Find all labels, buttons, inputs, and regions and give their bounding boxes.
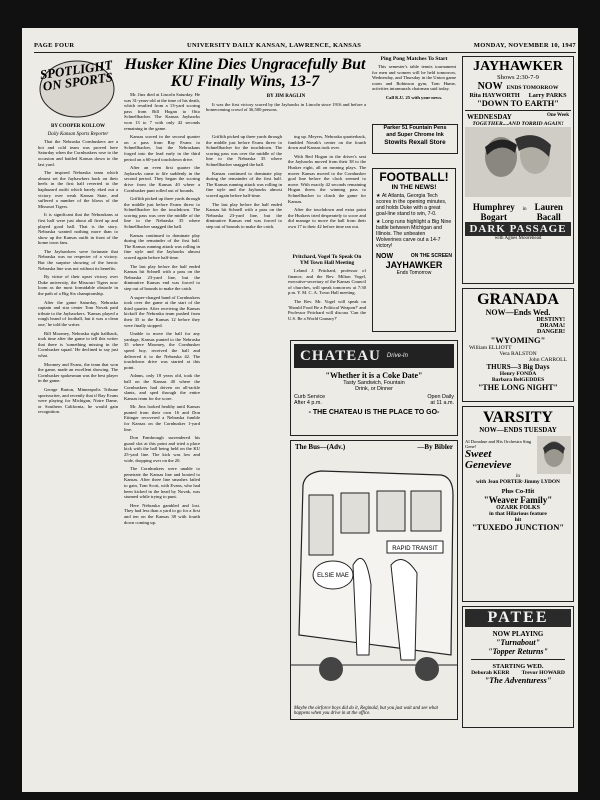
football-on-screen: ON THE SCREEN xyxy=(410,253,452,259)
ping-pong-headline: Ping Pong Matches To Start xyxy=(380,56,448,62)
patee-name: PATEE xyxy=(465,609,571,627)
lead-paragraph: Kansas continued to dominate play during the remainder of the first half. The Kansas running attack was rolling in fine style and the Jayhawks almost scored again before half-time. xyxy=(124,232,200,261)
bus-sign: RAPID TRANSIT xyxy=(392,546,438,552)
lead-continued: After the touchdown and extra point the Huskers tried desperately to score and did manage to move the ball from their own 17 to their 42 before time ran out. xyxy=(288,207,366,229)
varsity-cohit: Plus Co-Hit xyxy=(501,488,535,495)
issue-date: MONDAY, NOVEMBER 10, 1947 xyxy=(473,42,576,49)
jayhawker-tagline: TOGETHER....AND TORRID AGAIN! xyxy=(472,121,564,127)
patee-star-1: Deborah KERR xyxy=(471,670,510,676)
chateau-menu-2: Drink, or Dinner xyxy=(355,386,393,392)
ping-pong-paragraph: This semester's table tennis tournament for men and women will be held tomorrow, Wednesday, and Thursday in the Union game room and Robinson gym, Tom Hume, activities intramurals chairman said today. xyxy=(372,64,456,92)
lead-paragraph: Mr. Jinx looked healthy until Kansas punted from their own 16 and Don Ettinger recovered a Nebraska fumble for Kansas on the Cornhusker 1-yard line. xyxy=(124,404,200,432)
stowits-ad xyxy=(372,124,458,154)
patee-now: NOW PLAYING xyxy=(492,630,544,638)
varsity-sub-2: OZARK FOLKS xyxy=(496,505,540,511)
cartoon-header xyxy=(291,441,457,453)
cartoon-title: The Bus—(Adv.) xyxy=(295,443,346,451)
lead-headline: Husker Kline Dies Ungracefully But KU Finally Wins, 13-7 xyxy=(124,56,366,90)
pritchard-headline: Pritchard, Vogel To Speak On YM Town Hall Meeting xyxy=(292,254,362,266)
bottle-label: ELSIE MAE xyxy=(317,573,349,579)
bus-illustration-icon xyxy=(291,455,457,690)
granada-now: NOW—Ends Wed. xyxy=(485,308,551,317)
jayhawker-shows: Shows 2:30-7-9 xyxy=(497,74,539,81)
chateau-service: Curb Service xyxy=(294,394,326,400)
bus-cartoon xyxy=(290,440,458,720)
lead-paragraph: Unable to move the ball for any yardage, Kansas punted to the Nebraska 35 where Moomey, the Cornhusker speed boy, received the ball and delivered it to the Nebraska 42. The touchdown drive was started at this point. xyxy=(124,331,200,370)
chateau-hours-row xyxy=(294,394,454,406)
spotlight-logo xyxy=(38,58,116,120)
lead-paragraph: Kansas scored in the second quarter on a pass from Ray Evans to Schnellbacher, but the Nebraskans forged into the lead early in the third period on a 60-yard touchdown drive. xyxy=(124,134,200,162)
jayhawker-wednesday: WEDNESDAY xyxy=(467,113,512,121)
varsity-film: Sweet Genevieve xyxy=(465,448,512,471)
jayhawker-bacall: Lauren Bacall xyxy=(534,202,563,222)
spotlight-paragraph: After the game Saturday, Nebraska captain and star center Tom Novak paid tribute to the Jayhawkers. 'Kansas played a rough brand of football, but it was a clean one,' he told the writer. xyxy=(38,299,118,327)
cartoon-caption: Maybe the airforce boys did do it, Reginald, but you just wait and see what happens when you drive in at the office. xyxy=(294,705,438,717)
jayhawker-star-2: Larry PARKS xyxy=(528,92,567,99)
cartoon-artist: —By Bibler xyxy=(417,443,453,451)
chateau-tagline: - THE CHATEAU IS THE PLACE TO GO- xyxy=(308,409,440,416)
chateau-menu-1: Tasty Sandwich, Fountain xyxy=(343,380,405,386)
jayhawker-name: JAYHAWKER xyxy=(473,59,563,74)
news-phone: Call K.U. 25 with your news. xyxy=(385,94,443,100)
football-news-ad xyxy=(372,168,456,332)
spotlight-byline: BY COOPER KOLLOW xyxy=(51,124,105,129)
jayhawker-with: with Agnes Moorehead xyxy=(494,236,542,241)
chateau-slogan: "Whether it is a Coke Date" xyxy=(325,371,423,380)
jayhawker-now: NOW xyxy=(477,81,503,92)
lead-paragraph: A super-charged band of Cornhuskers took over the game at the start of the third quarter. After receiving the Kansas kickoff the Nebraska team pushed from their 35 to the Kansas 12 before they were finally stopped. xyxy=(124,294,200,328)
spotlight-paragraph: Bill Moomey, Nebraska right halfback, took time after the game to tell this writer that there is 'something missing in the Cornhusker squad.' He declined to say just what. xyxy=(38,330,118,358)
granada-star-4: Henry FONDA xyxy=(499,371,537,377)
varsity-in: in xyxy=(516,474,520,479)
stowits-line-1: Parker 51 Fountain Pens xyxy=(383,125,447,131)
jayhawker-wed-row xyxy=(465,113,571,121)
patee-film-3: "The Adventuress" xyxy=(484,676,552,685)
star-icon: ★ xyxy=(376,193,382,199)
pritchard-paragraph: Leland J. Pritchard, professor of finance, and the Rev. Milton Vogel, executive-secretary of the Kansas Council of churches, will speak tomorrow at 7:30 p.m. Y. M. C. A. Town Hall meeting. xyxy=(288,268,366,296)
varsity-hilarious: in that Hilarious feature xyxy=(489,511,547,517)
patee-starting: STARTING WED. xyxy=(492,663,544,670)
granada-thurs: THURS—3 Big Days xyxy=(486,363,550,371)
granada-tag: DANGER! xyxy=(537,329,565,335)
jayhawker-film: "DOWN TO EARTH" xyxy=(477,99,559,108)
lead-paragraph: After an even first quarter the Jayhawks came to life suddenly in the second period. They began the scoring drive from the Kansas 40 where a Cornhusker punt rolled out of bounds. xyxy=(124,165,200,193)
granada-star-3: John CARROLL xyxy=(528,357,567,363)
lead-continued: With Red Hogan in the driver's seat the Jayhawks moved from their 38 to the Husker eight, all on running plays. The mover Kansas moved to the Cornhusker goal line before the clock seemed to move. With exactly 42 seconds remaining Hogan threw the winning pass to Schnellbacher to clinch the game for Kansas. xyxy=(288,153,366,204)
jayhawker-feature: DARK PASSAGE xyxy=(465,222,571,236)
spotlight-paragraph: George Barton, Minneapolis Tribune sportswriter, and recently that if Ray Evans were playing for Michigan, Notre Dame, or Southern California, he would gain recognition. xyxy=(38,386,118,415)
lead-paragraph: It was the first victory scored by the Jayhawks in Lincoln since 1916 and before a homecoming crowd of 36,500 persons. xyxy=(206,101,366,113)
chateau-after: After 4 p.m. xyxy=(294,400,322,406)
chateau-banner xyxy=(294,344,454,368)
lead-paragraph: Griffith picked up three yards through the middle just before Evans threw to Schnellbacher for the touchdown. The scoring pass was over the middle of the line to the Nebraska 35 where Schnellbacher snagged the ball. xyxy=(124,196,200,230)
star-icon: ★ xyxy=(376,219,383,225)
varsity-now: NOW—ENDS TUESDAY xyxy=(479,426,557,434)
lead-paragraph: Mr. Jinx died at Lincoln Saturday. He was 31-years-old at the time of his death, which resulted from a 13-yard scoring pass from Bill Hogan to Otto Schnellbacher. The Kansas Jayhawks won 13 to 7 with only 42 seconds remaining in the game. xyxy=(124,92,200,131)
spotlight-paragraph: It is significant that the Nebraskans at first half were just about all fired up and played good ball. That is the story. Nebraska wanted nothing more than to show up the Kansas outfit in front of the home town fans. xyxy=(38,212,118,246)
ping-pong-story xyxy=(372,56,456,108)
jayhawker-stars xyxy=(465,92,571,99)
varsity-name: VARSITY xyxy=(483,409,553,426)
lead-continued: ing up. Meyers, Nebraska quarterback, fumbled Novak's center on the fourth down and Kansas took over. xyxy=(288,134,366,151)
page-number: PAGE FOUR xyxy=(34,42,75,49)
chateau-open: Open Daily xyxy=(427,394,454,400)
jayhawker-in: in xyxy=(522,207,527,212)
jayhawker-now-row xyxy=(465,81,571,92)
granada-name: GRANADA xyxy=(477,291,559,308)
lead-paragraph: Griffith picked up three yards through the middle just before Evans threw to Schnellbacher for the touchdown. The scoring pass was over the middle of the line to the Nebraska 35 where Schnellbacher snagged the ball. xyxy=(206,134,282,167)
spotlight-paragraph: By virtue of their upset victory over Duke university, the Missouri Tigers now loom as the most formidable obstacle in the path of a Big Six championship. xyxy=(38,274,118,297)
lead-paragraph: Adams, only 18 years old, took the ball on the Kansas 40 where the Cornhuskers had driven on all-tackle slants, and sped through the entire Kansas team for the score. xyxy=(124,373,200,401)
lead-paragraph: The last play before the half ended Kansas hit Schnell with a pass on the Nebraska 23-yard line, but the diminutive Kansas end was forced to step out of bounds to make the catch. xyxy=(206,201,282,229)
chateau-name: CHATEAU xyxy=(300,347,381,364)
football-ends: Ends Tomorrow xyxy=(396,270,432,276)
stowits-store: Stowits Rexall Store xyxy=(384,139,446,146)
patee-film-1: "Turnabout" xyxy=(495,638,541,647)
spotlight-paragraph: The inspired Nebraska team which almost set the Jayhawkers back on their heels in the first half reverted to the haphazard outfit which barely eked out a victory over weak Kansas State, and suffered a number of the blows of the Missouri Tigers. xyxy=(38,170,118,209)
patee-ad xyxy=(462,606,574,728)
paper-name: UNIVERSITY DAILY KANSAN, LAWRENCE, KANSAS xyxy=(187,42,362,49)
lead-story-column-1 xyxy=(124,92,200,782)
varsity-ad xyxy=(462,406,574,602)
varsity-film-3: "TUXEDO JUNCTION" xyxy=(471,522,565,532)
jayhawker-ends: ENDS TOMORROW xyxy=(506,85,559,91)
spotlight-paragraph: That the Nebraska Cornhuskers are a hot and cold team was proved here Saturday when the Cornhuskers rose to the occasion and battled Kansas down to the last yard. xyxy=(38,139,118,167)
actress-portrait-icon xyxy=(537,436,571,474)
pritchard-story xyxy=(288,254,366,334)
jayhawker-week: One Week xyxy=(547,113,569,118)
spotlight-title: SPOTLIGHT ON SPORTS xyxy=(38,57,114,94)
chateau-open-time: at 11 a.m. xyxy=(430,400,454,406)
lead-paragraph: Kansas continued to dominate play during the remainder of the first half. The Kansas running attack was rolling in fine style and the Jayhawks almost scored again before half-time. xyxy=(206,170,282,198)
granada-star-1: William ELLIOTT xyxy=(469,345,512,351)
granada-tag: DESTINY! xyxy=(536,317,565,323)
football-title: FOOTBALL! xyxy=(379,170,449,184)
spotlight-paragraph: The Jayhawkers were fortunate that Nebraska was no respecter of a victory. But the surprise showing of the heroic Nebraska line was not without its benefits. xyxy=(38,248,118,271)
granada-tag: DRAMA! xyxy=(540,323,565,329)
varsity-stars: with Jean PORTER·Jimmy LYDON xyxy=(476,479,560,485)
spotlight-subbyline: Daily Kansan Sports Reporter xyxy=(47,131,109,137)
lead-paragraph: Don Fambrough surrendered his guard slot at this point and tried a place kick with the ball being held on the KU 25-yard line. The kick was low and wide, dropping over on the 20. xyxy=(124,435,200,463)
granada-film-2: "THE LONG NIGHT" xyxy=(477,383,558,392)
jayhawker-star-1: Rita HAYWORTH xyxy=(469,92,520,99)
varsity-film-2: "Weaver Family" xyxy=(483,495,553,505)
lead-story-column-2 xyxy=(206,134,282,334)
varsity-hit: hit xyxy=(514,517,522,523)
lead-story-top xyxy=(206,92,366,132)
granada-film: "WYOMING" xyxy=(490,335,546,345)
football-now: NOW xyxy=(376,253,394,260)
lead-paragraph: Here Nebraska gambled and lost. They had less than a yard to go for a first and ten on the Kansas 38 with fourth down coming up. xyxy=(124,502,200,525)
patee-film-2: "Topper Returns" xyxy=(488,647,548,656)
granada-star-5: Barbara BelGEDDES xyxy=(491,377,545,383)
patee-star-2: Trevor HOWARD xyxy=(521,670,565,676)
spotlight-paragraph: Moomey and Evans, the team that won the game, made an excellent showing. The Cornhusker spokesman was the best player in the game. xyxy=(38,361,118,384)
varsity-band: Al Donahue and His Orchestra Sing Gene! xyxy=(465,439,532,449)
chateau-sub: Drive-In xyxy=(386,353,408,359)
granada-star-2: Vera RALSTON xyxy=(499,351,537,357)
chateau-ad xyxy=(290,340,458,436)
jayhawker-bogart: Humphrey Bogart xyxy=(472,202,515,222)
jayhawker-ad xyxy=(462,56,574,284)
pritchard-paragraph: The Rev. Mr. Vogel will speak on 'Should Food Be a Political Weapon?' and Professor Pritchard will discuss 'Can the U.S. Be a World Granary?' xyxy=(288,298,366,321)
football-item: ★ Long runs highlight a Big Nine battle between Michigan and Illinois. The unbeaten Wolverines carve out a 14-7 victory! xyxy=(376,219,452,249)
jayhawker-costars xyxy=(465,202,571,222)
football-theater: JAYHAWKER xyxy=(385,260,443,270)
lead-paragraph: The last play before the half ended Kansas hit Schnell with a pass on the Nebraska 23-yard line, but the diminutive Kansas end was forced to step out of bounds to make the catch. xyxy=(124,263,200,291)
football-sub: IN THE NEWS! xyxy=(391,184,437,191)
granada-ad xyxy=(462,288,574,402)
lead-paragraph: The Cornhuskers were unable to penetrate the Kansas line and booted to Kansas. After three line smashes failed to gain, Tom Scott, with Evans, who had been kicked in the head by Novak, was stunned while trying to punt. xyxy=(124,466,200,500)
masthead xyxy=(34,42,576,53)
football-item: ★ At Atlanta, Georgia Tech scores in the opening minutes, and holds Duke with a great goal-line stand to win, 7-0. xyxy=(376,193,447,217)
football-now-row xyxy=(376,253,452,260)
lead-byline: BY JIM RAGLIN xyxy=(266,94,306,99)
varsity-feature-row xyxy=(465,436,571,474)
stowits-line-2: and Super Chrome Ink xyxy=(386,132,444,138)
lead-story-column-3 xyxy=(288,134,366,254)
spotlight-column xyxy=(38,122,118,782)
couple-portrait-icon xyxy=(465,127,571,197)
